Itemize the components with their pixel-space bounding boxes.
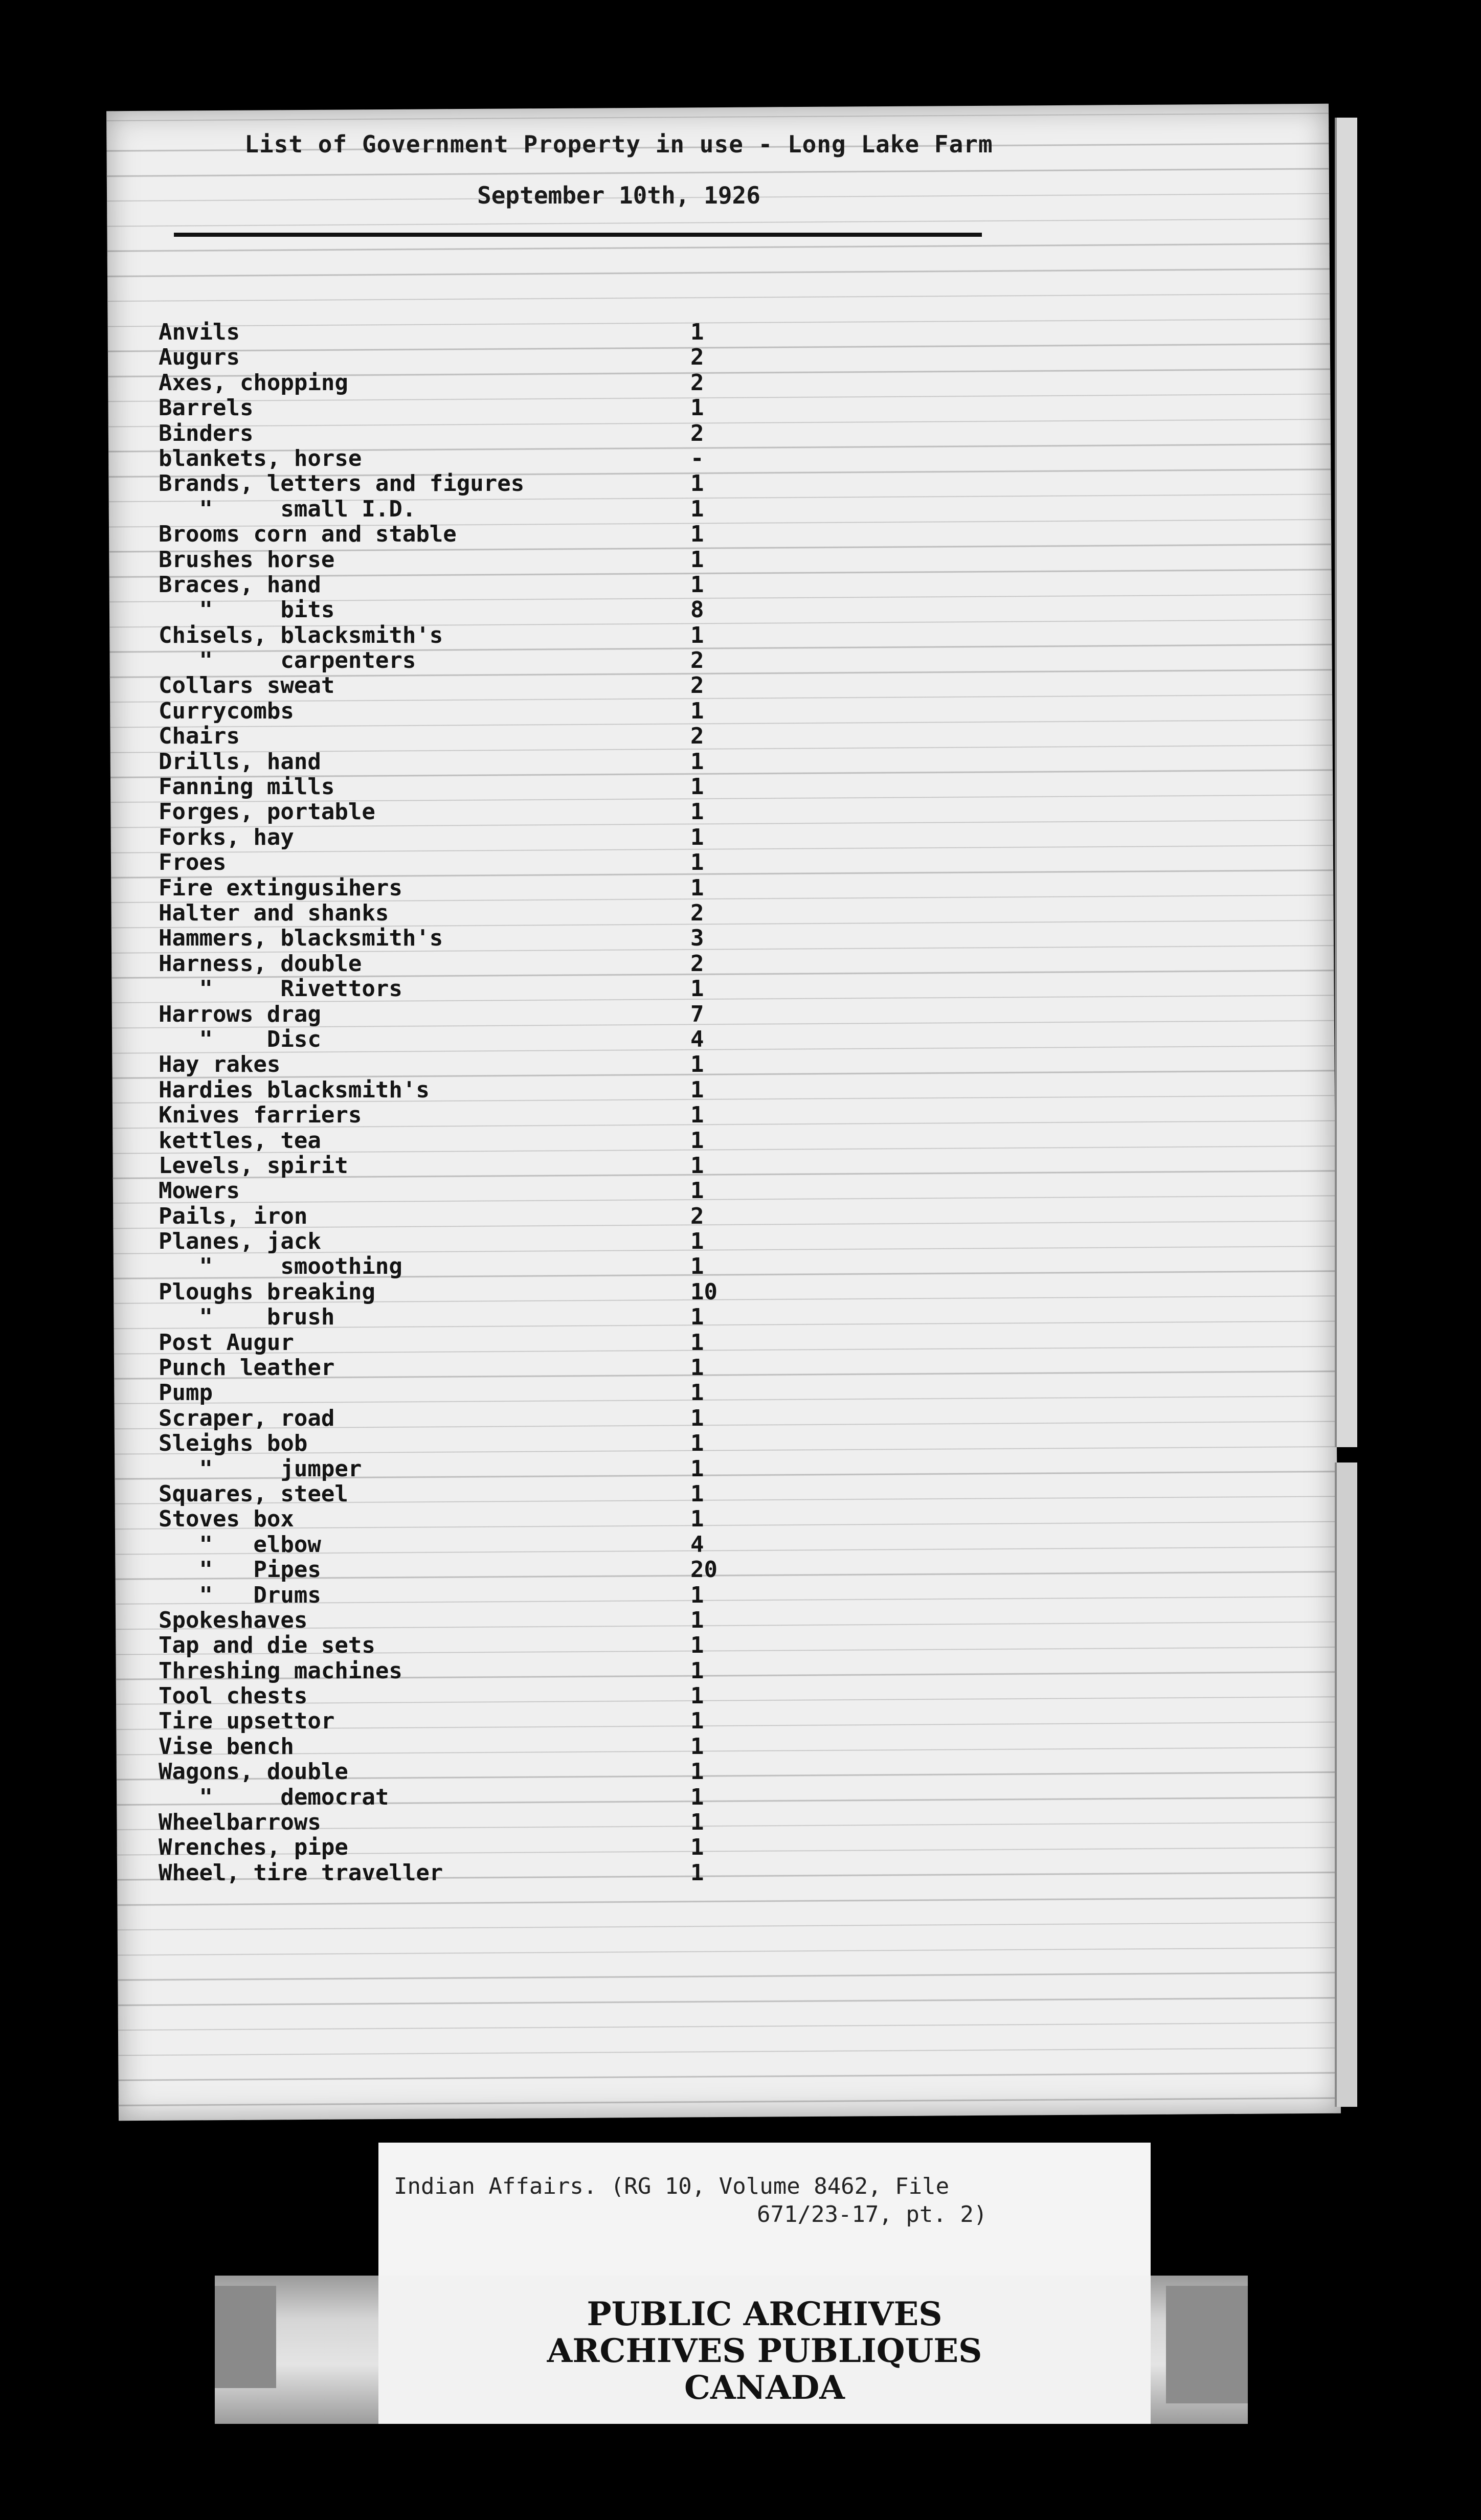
item-quantity: 1: [690, 1506, 704, 1533]
item-name: Anvils: [159, 319, 240, 345]
list-item: [159, 522, 874, 547]
item-quantity: 1: [690, 748, 704, 775]
item-quantity: 1: [690, 319, 704, 345]
item-name: Axes, chopping: [159, 369, 348, 396]
list-item: [159, 1456, 874, 1481]
item-quantity: 2: [690, 344, 704, 371]
list-item: [159, 1759, 874, 1784]
list-item: [159, 1431, 874, 1456]
list-item: [159, 1835, 874, 1860]
holder-clip-left: [215, 2286, 276, 2388]
item-name: Hay rakes: [159, 1051, 281, 1078]
list-item: [159, 1481, 874, 1506]
list-item: [159, 1077, 874, 1102]
list-item: [159, 471, 874, 496]
page-edge: [1335, 118, 1357, 1447]
item-name: Collars sweat: [159, 672, 335, 699]
list-item: [159, 1178, 874, 1203]
item-name: Augurs: [159, 344, 240, 371]
list-item: [159, 421, 874, 446]
item-name: Wheelbarrows: [159, 1809, 321, 1836]
list-item: [159, 1229, 874, 1254]
item-quantity: 1: [690, 1127, 704, 1154]
item-name: Drills, hand: [159, 748, 321, 775]
item-quantity: 7: [690, 1001, 704, 1027]
item-quantity: 2: [690, 369, 704, 396]
property-list: [159, 320, 874, 1885]
item-name: Wrenches, pipe: [159, 1834, 348, 1861]
item-quantity: 2: [690, 672, 704, 699]
list-item: [159, 320, 874, 345]
list-item: [159, 1204, 874, 1229]
stamp-line-1: PUBLIC ARCHIVES: [587, 2295, 943, 2333]
item-quantity: 20: [690, 1557, 717, 1583]
list-item: [159, 901, 874, 926]
list-item: [159, 976, 874, 1001]
item-name: " small I.D.: [159, 496, 416, 522]
item-quantity: 1: [690, 1455, 704, 1482]
list-item: [159, 648, 874, 673]
item-quantity: 1: [690, 571, 704, 598]
item-quantity: 1: [690, 1076, 704, 1103]
list-item: [159, 926, 874, 951]
item-name: Harness, double: [159, 950, 362, 977]
item-quantity: 1: [690, 1430, 704, 1457]
item-quantity: 1: [690, 1582, 704, 1608]
list-item: [159, 497, 874, 522]
item-name: Wheel, tire traveller: [159, 1859, 443, 1886]
list-item: [159, 951, 874, 976]
item-quantity: 1: [690, 1657, 704, 1684]
list-item: [159, 749, 874, 774]
item-quantity: 1: [690, 824, 704, 850]
list-item: [159, 774, 874, 799]
item-name: Currycombs: [159, 698, 294, 724]
item-quantity: 1: [690, 1178, 704, 1204]
list-item: [159, 875, 874, 901]
item-quantity: 10: [690, 1278, 717, 1305]
list-item: [159, 673, 874, 698]
item-name: " Drums: [159, 1582, 321, 1608]
list-item: [159, 699, 874, 724]
item-quantity: 1: [690, 1733, 704, 1760]
item-name: Fanning mills: [159, 774, 335, 800]
list-item: [159, 1708, 874, 1734]
item-quantity: 1: [690, 1152, 704, 1179]
document-date: September 10th, 1926: [477, 182, 760, 209]
item-quantity: 1: [690, 1759, 704, 1785]
list-item: [159, 597, 874, 622]
item-quantity: 4: [690, 1026, 704, 1052]
item-name: Stoves box: [159, 1506, 294, 1533]
item-quantity: 1: [690, 976, 704, 1002]
item-quantity: 1: [690, 849, 704, 876]
item-name: Tool chests: [159, 1683, 308, 1709]
item-name: Halter and shanks: [159, 899, 389, 926]
list-item: [159, 1608, 874, 1633]
item-quantity: 1: [690, 1708, 704, 1735]
list-item: [159, 1734, 874, 1759]
item-name: " democrat: [159, 1784, 389, 1810]
item-quantity: 1: [690, 622, 704, 648]
item-name: Pails, iron: [159, 1203, 308, 1229]
item-name: Punch leather: [159, 1355, 335, 1381]
item-quantity: 2: [690, 420, 704, 446]
list-item: [159, 1304, 874, 1330]
item-name: Braces, hand: [159, 571, 321, 598]
list-item: [159, 345, 874, 370]
item-name: Brands, letters and figures: [159, 470, 525, 497]
item-name: Chairs: [159, 723, 240, 750]
list-item: [159, 1658, 874, 1683]
item-quantity: 1: [690, 874, 704, 901]
list-item: [159, 1406, 874, 1431]
list-item: [159, 1027, 874, 1052]
item-quantity: 1: [690, 546, 704, 573]
item-name: " Rivettors: [159, 976, 402, 1002]
list-item: [159, 1355, 874, 1380]
item-quantity: 4: [690, 1531, 704, 1558]
item-quantity: 1: [690, 1051, 704, 1078]
reference-label: [378, 2143, 1151, 2281]
item-quantity: 1: [690, 1355, 704, 1381]
item-name: Chisels, blacksmith's: [159, 622, 443, 648]
list-item: [159, 825, 874, 850]
list-item: [159, 799, 874, 824]
list-item: [159, 1002, 874, 1027]
item-quantity: 1: [690, 1102, 704, 1129]
item-quantity: 1: [690, 1859, 704, 1886]
item-name: Harrows drag: [159, 1001, 321, 1027]
stamp-line-2: ARCHIVES PUBLIQUES: [547, 2332, 982, 2370]
document-title: List of Government Property in use - Long Lake Farm: [244, 130, 993, 158]
list-item: [159, 623, 874, 648]
item-quantity: 2: [690, 647, 704, 674]
list-item: [159, 1279, 874, 1304]
item-name: " Pipes: [159, 1557, 321, 1583]
item-quantity: 1: [690, 1228, 704, 1255]
list-item: [159, 1330, 874, 1355]
list-item: [159, 1254, 874, 1279]
list-item: [159, 1506, 874, 1532]
list-item: [159, 1557, 874, 1582]
item-name: Froes: [159, 849, 227, 876]
item-name: Barrels: [159, 395, 254, 421]
item-name: Tire upsettor: [159, 1708, 335, 1735]
item-name: Squares, steel: [159, 1480, 348, 1507]
item-quantity: 1: [690, 395, 704, 421]
item-quantity: 2: [690, 950, 704, 977]
item-quantity: 1: [690, 496, 704, 522]
reference-line-2: 671/23-17, pt. 2): [757, 2201, 988, 2228]
item-name: Hardies blacksmith's: [159, 1076, 430, 1103]
item-name: Binders: [159, 420, 254, 446]
item-name: Hammers, blacksmith's: [159, 925, 443, 952]
item-name: Tap and die sets: [159, 1632, 375, 1659]
list-item: [159, 1860, 874, 1885]
item-name: Knives farriers: [159, 1102, 362, 1129]
item-name: " Disc: [159, 1026, 321, 1052]
item-quantity: 1: [690, 1304, 704, 1331]
item-quantity: 1: [690, 799, 704, 825]
list-item: [159, 1532, 874, 1557]
item-quantity: 1: [690, 1329, 704, 1356]
list-item: [159, 1810, 874, 1835]
item-quantity: 3: [690, 925, 704, 952]
item-name: Sleighs bob: [159, 1430, 308, 1457]
item-name: Post Augur: [159, 1329, 294, 1356]
list-item: [159, 724, 874, 749]
item-name: Ploughs breaking: [159, 1278, 375, 1305]
list-item: [159, 446, 874, 471]
item-name: " bits: [159, 597, 335, 623]
item-name: " elbow: [159, 1531, 321, 1558]
item-quantity: 1: [690, 774, 704, 800]
item-quantity: 1: [690, 1480, 704, 1507]
item-name: Levels, spirit: [159, 1152, 348, 1179]
item-name: Scraper, road: [159, 1405, 335, 1431]
item-name: Vise bench: [159, 1733, 294, 1760]
list-item: [159, 1128, 874, 1153]
item-quantity: 1: [690, 1784, 704, 1810]
list-item: [159, 1380, 874, 1405]
page-edge-lower: [1335, 1462, 1357, 2107]
archives-stamp: [378, 2276, 1151, 2424]
item-name: " carpenters: [159, 647, 416, 674]
item-quantity: 1: [690, 1683, 704, 1709]
item-name: " brush: [159, 1304, 335, 1331]
list-item: [159, 1102, 874, 1128]
item-name: Forges, portable: [159, 799, 375, 825]
item-name: Planes, jack: [159, 1228, 321, 1255]
list-item: [159, 1583, 874, 1608]
list-item: [159, 850, 874, 875]
item-quantity: 2: [690, 899, 704, 926]
item-quantity: 1: [690, 1253, 704, 1280]
item-name: Mowers: [159, 1178, 240, 1204]
list-item: [159, 395, 874, 420]
item-name: Brooms corn and stable: [159, 521, 457, 548]
holder-clip-right: [1166, 2286, 1248, 2403]
item-name: kettles, tea: [159, 1127, 321, 1154]
item-name: Spokeshaves: [159, 1607, 308, 1633]
item-quantity: 2: [690, 723, 704, 750]
list-item: [159, 370, 874, 395]
item-name: Brushes horse: [159, 546, 335, 573]
item-quantity: 1: [690, 1632, 704, 1659]
list-item: [159, 1052, 874, 1077]
item-quantity: 1: [690, 470, 704, 497]
item-name: " smoothing: [159, 1253, 402, 1280]
item-name: Wagons, double: [159, 1759, 348, 1785]
title-rule: [174, 233, 982, 237]
item-quantity: -: [690, 445, 704, 471]
item-name: blankets, horse: [159, 445, 362, 471]
stamp-line-3: CANADA: [684, 2369, 845, 2407]
item-name: Pump: [159, 1380, 213, 1406]
list-item: [159, 1633, 874, 1658]
item-quantity: 1: [690, 1380, 704, 1406]
item-quantity: 1: [690, 1809, 704, 1836]
item-quantity: 1: [690, 1834, 704, 1861]
item-name: Threshing machines: [159, 1657, 402, 1684]
list-item: [159, 1785, 874, 1810]
list-item: [159, 1683, 874, 1708]
item-quantity: 1: [690, 1405, 704, 1431]
item-name: Fire extingusihers: [159, 874, 402, 901]
list-item: [159, 1153, 874, 1178]
list-item: [159, 572, 874, 597]
item-quantity: 1: [690, 698, 704, 724]
item-quantity: 8: [690, 597, 704, 623]
item-quantity: 1: [690, 521, 704, 548]
item-quantity: 2: [690, 1203, 704, 1229]
item-name: " jumper: [159, 1455, 362, 1482]
reference-line-1: Indian Affairs. (RG 10, Volume 8462, File: [394, 2173, 950, 2199]
list-item: [159, 547, 874, 572]
item-quantity: 1: [690, 1607, 704, 1633]
item-name: Forks, hay: [159, 824, 294, 850]
